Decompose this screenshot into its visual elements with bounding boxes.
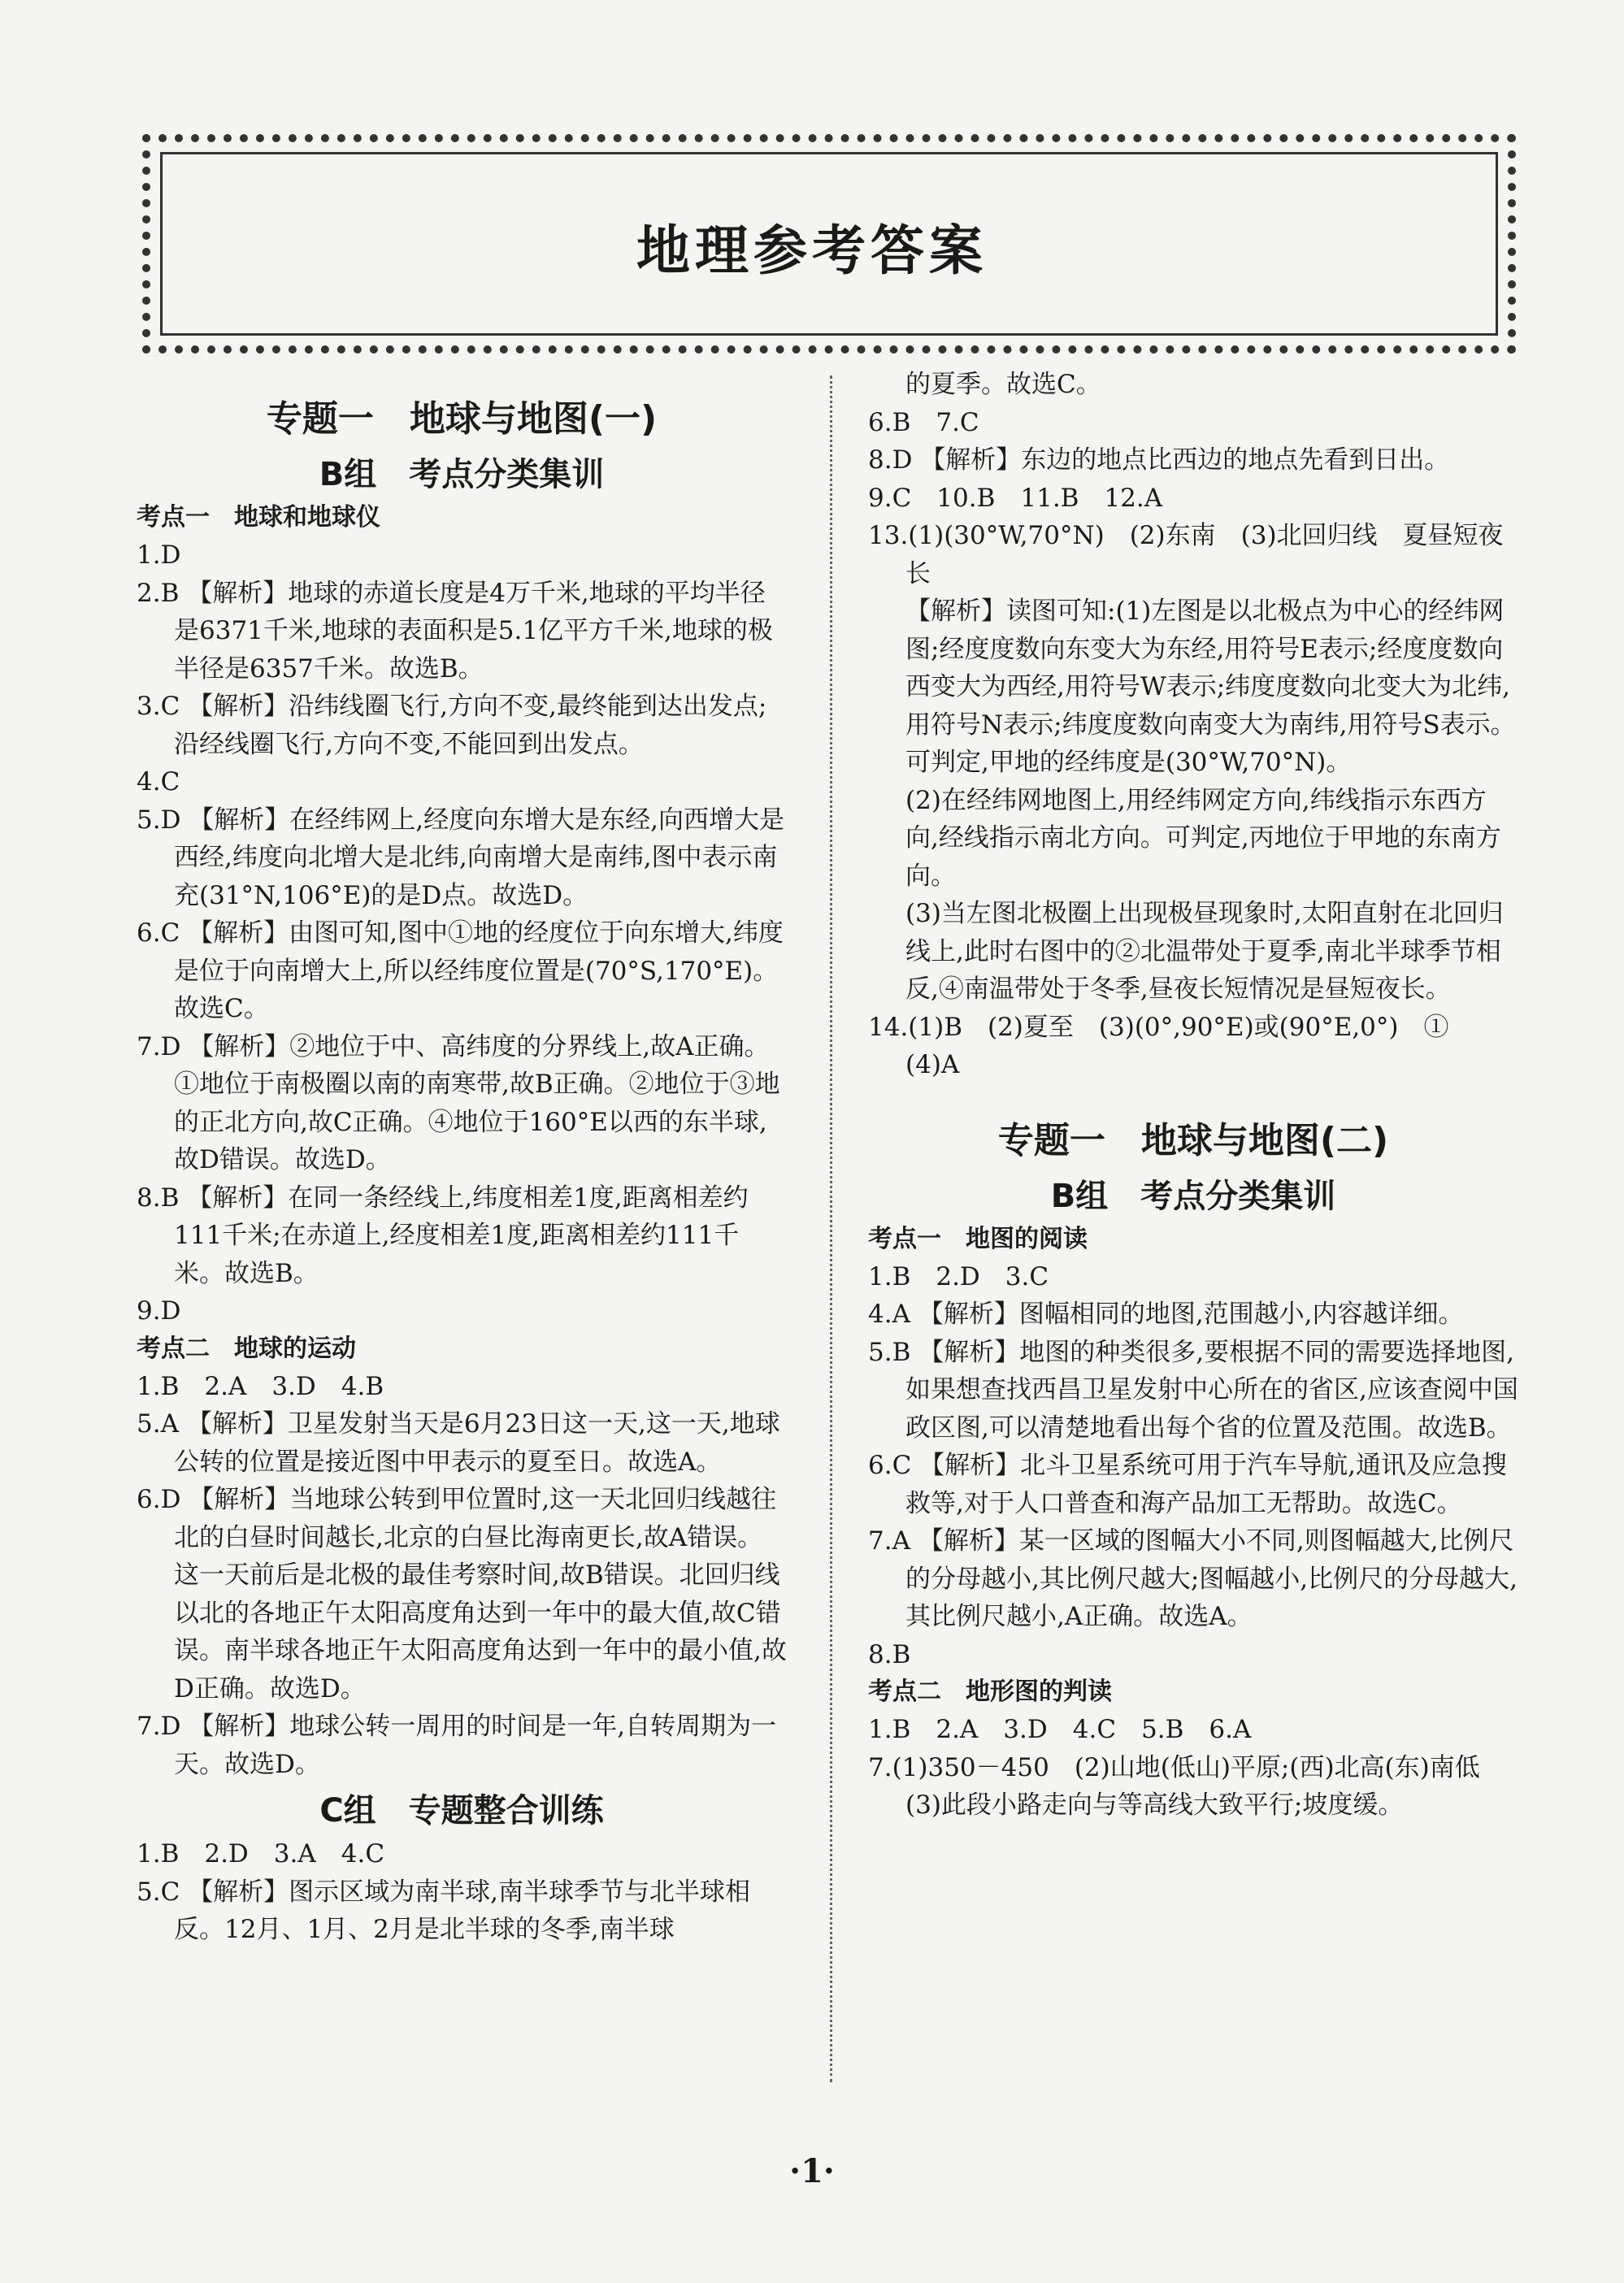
answer-item: 4.A 【解析】图幅相同的地图,范围越小,内容越详细。	[868, 1300, 1464, 1329]
answer-item: 5.C 【解析】图示区域为南半球,南半球季节与北半球相反。12月、1月、2月是北半球的冬季,南半球	[137, 1877, 751, 1944]
answer-item: 2.B 【解析】地球的赤道长度是4万千米,地球的平均半径是6371千米,地球的表面积是5.1亿平方千米,地球的极半径是6357千米。故选B。	[137, 578, 773, 684]
answer-item: 4.C	[137, 767, 180, 796]
group-title: C组 专题整合训练	[319, 1792, 604, 1829]
answer-item: 8.D 【解析】东边的地点比西边的地点先看到日出。	[868, 445, 1450, 475]
section-title: 专题一 地球与地图(一)	[266, 398, 658, 440]
answer-item: 9.C 10.B 11.B 12.A	[868, 483, 1163, 513]
answer-item: 6.D 【解析】当地球公转到甲位置时,这一天北回归线越往北的白昼时间越长,北京的白昼比海南更长,故A错误。这一天前后是北极的最佳考察时间,故B错误。北回归线以北的各地正午太阳高度角达到一年中的最大值,故C错误。南半球各地正午太阳高度角达到一年中的最小值,故D正确。故选D。	[137, 1485, 787, 1704]
answer-item: 5.D 【解析】在经纬网上,经度向东增大是东经,向西增大是西经,纬度向北增大是北纬,向南增大是南纬,图中表示南充(31°N,106°E)的是D点。故选D。	[137, 805, 784, 910]
answer-item: 6.C 【解析】北斗卫星系统可用于汽车导航,通讯及应急搜救等,对于人口普查和海产品加工无帮助。故选C。	[868, 1451, 1508, 1518]
section-title: 专题一 地球与地图(二)	[997, 1119, 1389, 1161]
group-title: B组 考点分类集训	[1050, 1177, 1336, 1215]
answer-item: 6.C 【解析】由图可知,图中①地的经度位于向东增大,纬度是位于向南增大上,所以经纬度位置是(70°S,170°E)。故选C。	[137, 918, 784, 1023]
answer-item: 1.D	[137, 540, 181, 570]
explanation: (3)当左图北极圈上出现极昼现象时,太阳直射在北回归线上,此时右图中的②北温带处于夏季,南北半球季节相反,④南温带处于冬季,昼夜长短情况是昼短夜长。	[905, 899, 1504, 1004]
topic-heading: 考点一 地球和地球仪	[137, 503, 380, 532]
answer-item: 1.B 2.D 3.C	[868, 1261, 1049, 1291]
answer-item: 1.B 2.A 3.D 4.B	[137, 1371, 384, 1401]
answer-item: 13.(1)(30°W,70°N) (2)东南 (3)北回归线 夏昼短夜长	[868, 521, 1504, 588]
explanation: (2)在经纬网地图上,用经纬网定方向,纬线指示东西方向,经线指示南北方向。可判定,丙地位于甲地的东南方向。	[905, 785, 1501, 891]
answer-item: 1.B 2.A 3.D 4.C 5.B 6.A	[868, 1715, 1252, 1744]
answer-item: 7.A 【解析】某一区域的图幅大小不同,则图幅越大,比例尺的分母越小,其比例尺越大;图幅越小,比例尺的分母越大,其比例尺越小,A正确。故选A。	[868, 1526, 1518, 1631]
answer-item: 14.(1)B (2)夏至 (3)(0°,90°E)或(90°E,0°) ① (4)A	[868, 1012, 1474, 1079]
column-divider	[830, 375, 832, 2082]
answer-item: 的夏季。故选C。	[905, 370, 1101, 399]
answer-item: 7.D 【解析】地球公转一周用的时间是一年,自转周期为一天。故选D。	[137, 1712, 777, 1779]
topic-heading: 考点二 地形图的判读	[868, 1678, 1112, 1706]
answer-item: 7.(1)350－450 (2)山地(低山)平原;(西)北高(东)南低	[868, 1752, 1480, 1782]
answer-item: 3.C 【解析】沿纬线圈飞行,方向不变,最终能到达出发点;沿经线圈飞行,方向不变,不能回到出发点。	[137, 692, 767, 759]
answer-item: 5.A 【解析】卫星发射当天是6月23日这一天,这一天,地球公转的位置是接近图中甲表示的夏至日。故选A。	[137, 1409, 780, 1477]
answer-item: 6.B 7.C	[868, 407, 979, 437]
group-title: B组 考点分类集训	[319, 456, 605, 493]
page-number: ·1·	[789, 2152, 835, 2190]
answer-item: 8.B 【解析】在同一条经线上,纬度相差1度,距离相差约111千米;在赤道上,经度相差1度,距离相差约111千米。故选B。	[137, 1183, 749, 1288]
right-column	[868, 366, 1518, 1825]
topic-heading: 考点一 地图的阅读	[868, 1224, 1088, 1253]
answer-item: 8.B	[868, 1639, 911, 1669]
explanation: (3)此段小路走向与等高线大致平行;坡度缓。	[905, 1790, 1404, 1820]
answer-item: 5.B 【解析】地图的种类很多,要根据不同的需要选择地图,如果想查找西昌卫星发射中心所在的省区,应该查阅中国政区图,可以清楚地看出每个省的位置及范围。故选B。	[868, 1337, 1518, 1443]
explanation: 【解析】读图可知:(1)左图是以北极点为中心的经纬网图;经度度数向东变大为东经,用符号E表示;经度度数向西变大为西经,用符号W表示;纬度度数向北变大为北纬,用符号N表示;纬度度数向南变大为南纬,用符号S表示。可判定,甲地的经纬度是(30°W,70°N)。	[905, 597, 1516, 777]
answer-item: 1.B 2.D 3.A 4.C	[137, 1839, 385, 1869]
left-column	[137, 366, 787, 1949]
topic-heading: 考点二 地球的运动	[137, 1334, 356, 1363]
answer-item: 7.D 【解析】②地位于中、高纬度的分界线上,故A正确。①地位于南极圈以南的南寒带,故B正确。②地位于③地的正北方向,故C正确。④地位于160°E以西的东半球,故D错误。故选D。	[137, 1031, 780, 1174]
answer-item: 9.D	[137, 1296, 181, 1326]
page-title: 地理参考答案	[636, 219, 988, 282]
